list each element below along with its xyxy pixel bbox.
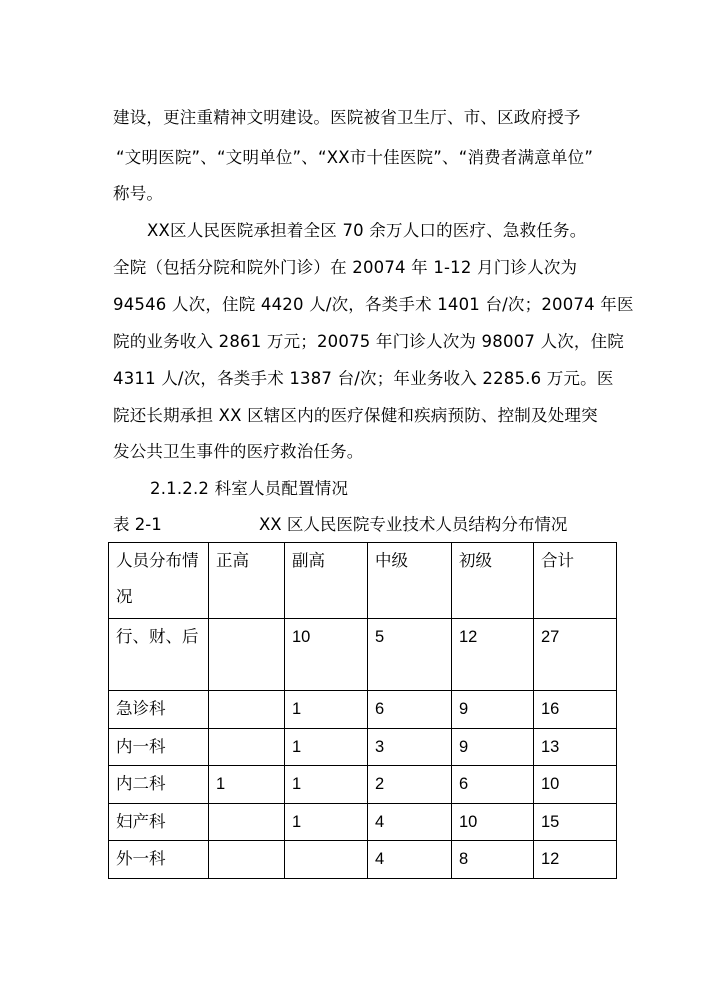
- table-row: [109, 729, 617, 766]
- paragraph1-line-3: 称号。: [113, 184, 164, 203]
- cell-associate-senior: 1: [285, 729, 368, 766]
- table-header-row: [109, 543, 617, 619]
- paragraph2-line-7: 发公共卫生事件的医疗救治任务。: [113, 442, 364, 461]
- cell-intermediate: 2: [368, 766, 452, 804]
- paragraph1-line-1: 建设，更注重精神文明建设。医院被省卫生厅、市、区政府授予: [113, 108, 581, 127]
- cell-intermediate: 4: [368, 804, 452, 841]
- table-row: [109, 804, 617, 841]
- table-row: [109, 691, 617, 729]
- row-label: 外一科: [109, 841, 209, 879]
- header-staff-distribution: 人员分布情况: [109, 543, 209, 619]
- paragraph2-line-1: XX区人民医院承担着全区 70 余万人口的医疗、急救任务。: [147, 221, 587, 240]
- paragraph2-line-5: 4311 人/次，各类手术 1387 台/次；年业务收入 2285.6 万元。医: [113, 369, 614, 388]
- cell-senior: [209, 619, 285, 691]
- cell-total: 10: [534, 766, 617, 804]
- paragraph1-line-2: “文明医院”、“文明单位”、“XX市十佳医院”、“消费者满意单位”: [116, 148, 594, 167]
- header-senior: 正高: [209, 543, 285, 619]
- cell-junior: 6: [452, 766, 534, 804]
- cell-intermediate: 5: [368, 619, 452, 691]
- cell-associate-senior: [285, 841, 368, 879]
- paragraph2-line-2: 全院（包括分院和院外门诊）在 20074 年 1-12 月门诊人次为: [113, 258, 578, 277]
- cell-junior: 9: [452, 729, 534, 766]
- cell-senior: [209, 729, 285, 766]
- paragraph2-line-3: 94546 人次，住院 4420 人/次，各类手术 1401 台/次；20074 年医: [113, 295, 634, 314]
- section-heading: 2.1.2.2 科室人员配置情况: [150, 479, 349, 498]
- cell-total: 27: [534, 619, 617, 691]
- row-label: 行、财、后: [109, 619, 209, 691]
- cell-associate-senior: 1: [285, 691, 368, 729]
- cell-associate-senior: 10: [285, 619, 368, 691]
- table-caption-title: XX 区人民医院专业技术人员结构分布情况: [259, 515, 568, 534]
- header-junior: 初级: [452, 543, 534, 619]
- cell-intermediate: 4: [368, 841, 452, 879]
- cell-intermediate: 3: [368, 729, 452, 766]
- table-row: [109, 841, 617, 879]
- header-associate-senior: 副高: [285, 543, 368, 619]
- table-row: [109, 766, 617, 804]
- row-label: 急诊科: [109, 691, 209, 729]
- cell-total: 16: [534, 691, 617, 729]
- row-label: 妇产科: [109, 804, 209, 841]
- cell-senior: 1: [209, 766, 285, 804]
- cell-total: 15: [534, 804, 617, 841]
- cell-senior: [209, 691, 285, 729]
- cell-associate-senior: 1: [285, 766, 368, 804]
- cell-total: 13: [534, 729, 617, 766]
- cell-junior: 8: [452, 841, 534, 879]
- cell-junior: 9: [452, 691, 534, 729]
- row-label: 内一科: [109, 729, 209, 766]
- cell-junior: 10: [452, 804, 534, 841]
- paragraph2-line-4: 院的业务收入 2861 万元；20075 年门诊人次为 98007 人次，住院: [113, 332, 624, 351]
- cell-total: 12: [534, 841, 617, 879]
- cell-junior: 12: [452, 619, 534, 691]
- table-row: [109, 619, 617, 691]
- cell-intermediate: 6: [368, 691, 452, 729]
- cell-senior: [209, 804, 285, 841]
- header-total: 合计: [534, 543, 617, 619]
- staff-structure-table: [108, 542, 617, 879]
- paragraph2-line-6: 院还长期承担 XX 区辖区内的医疗保健和疾病预防、控制及处理突: [113, 406, 598, 425]
- cell-senior: [209, 841, 285, 879]
- header-intermediate: 中级: [368, 543, 452, 619]
- row-label: 内二科: [109, 766, 209, 804]
- cell-associate-senior: 1: [285, 804, 368, 841]
- table-caption-label: 表 2-1: [113, 515, 162, 534]
